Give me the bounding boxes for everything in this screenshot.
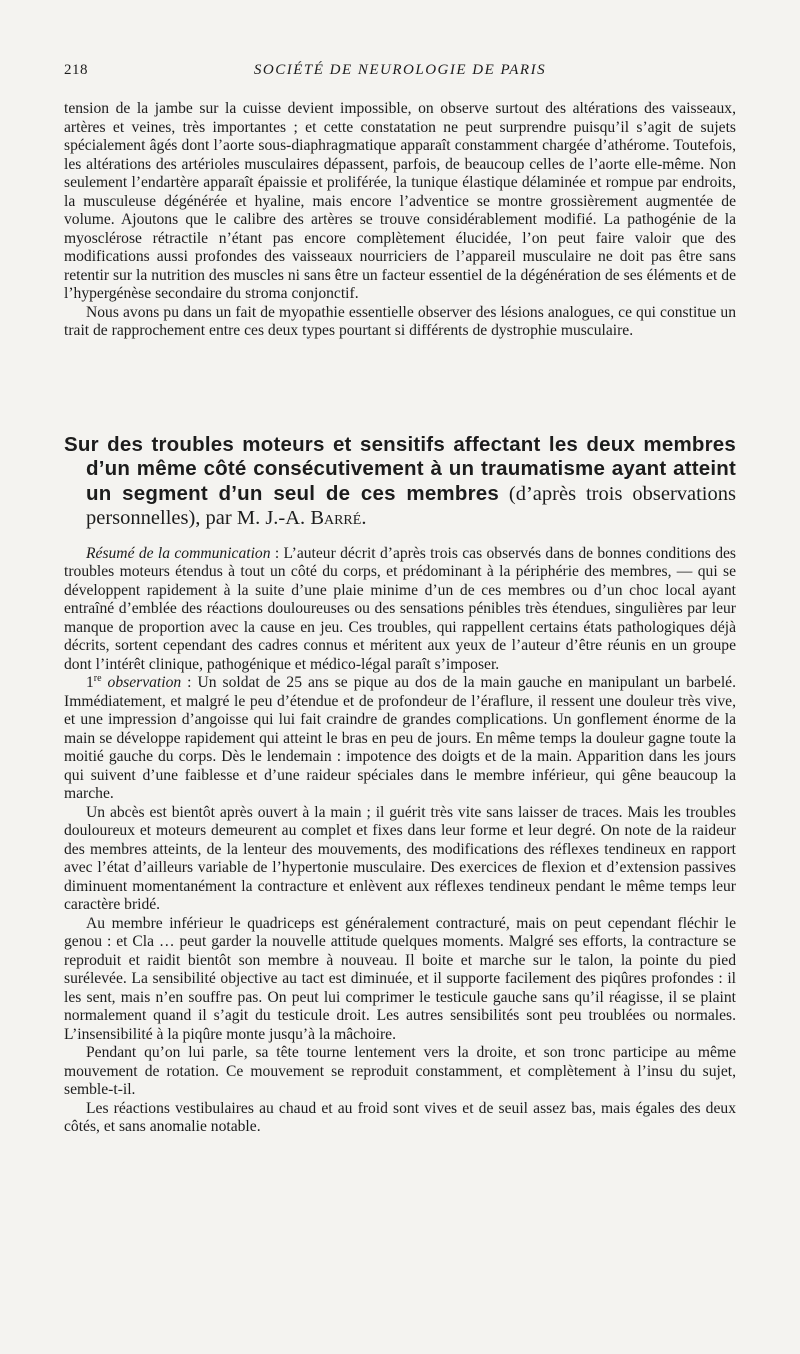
article-body (64, 545, 736, 1137)
observation-text: : Un soldat de 25 ans se pique au dos de la main gauche en manipulant un barbelé. Immédiatement, et malgré le peu d’étendue et de profondeur de l’éraflure, il ressent une douleur très vive, et une impression d’angoisse qui lui fait craindre de grandes complications. Un gonflement énorme de la main se développe rapidement qui atteint le bras en peu de jours. En même temps la douleur gagne toute la moitié gauche du corps. Dès le lendemain : impotence des doigts et de la main. Apparition dans les jours qui suivent d’une faiblesse et d’une raideur spéciales dans le membre inférieur, qui gêne beaucoup la marche. (64, 674, 736, 802)
continuation-paragraph: Nous avons pu dans un fait de myopathie essentielle observer des lésions analogues, ce qui constitue un trait de rapprochement entre ces deux types pourtant si différents de dystrophie musculaire. (64, 303, 736, 339)
observation-ordinal: re (93, 672, 102, 684)
continuation-paragraph: tension de la jambe sur la cuisse devient impossible, on observe surtout des altérations des vaisseaux, artères et veines, très importantes ; et cette constatation ne peut surprendre puisqu’il s’agit de sujets spécialement âgés dont l’aorte sous-diaphragmatique apparaît constamment chargée d’athérome. Toutefois, les altérations des artérioles musculaires dépassent, parfois, de beaucoup celles de l’aorte elle-même. Non seulement l’endartère apparaît épaissie et proliférée, la tunique élastique délaminée et rompue par endroits, la musculeuse dégénérée et hyaline, mais encore l’adventice se montre grossièrement augmentée de volume. Ajoutons que le calibre des artères se trouve considérablement modifié. La pathogénie de la myosclérose rétractile n’étant pas encore complètement élucidée, l’on peut faire valoir que des modifications aussi profondes des vaisseaux nourriciers de l’appareil musculaire ne doit pas être sans retentir sur la nutrition des muscles ni sans être un facteur essentiel de la dégénération de ses éléments et de l’hypergénèse secondaire du stroma conjonctif. (64, 100, 736, 302)
body-paragraph: Les réactions vestibulaires au chaud et au froid sont vives et de seuil assez bas, mais égales des deux côtés, et sans anomalie notable. (64, 1099, 736, 1135)
resume-text: : L’auteur décrit d’après trois cas observés dans de bonnes conditions des troubles moteurs étendus à tout un côté du corps, et prédominant à la périphérie des membres, — qui se développent rapidement à la suite d’une plaie minime d’un de ces membres ou d’un choc local ayant entraîné d’emblée des réactions douloureuses ou des sensations pénibles très étendues, singulières par leur manque de proportion avec la cause en jeu. Ces troubles, qui rappellent certains états pathologiques déjà décrits, sortent cependant des cadres connus et méritent aux yeux de l’auteur d’être réunis en un groupe dont l’intérêt clinique, pathogénique et médico-légal paraît s’imposer. (64, 544, 736, 673)
body-paragraph: Au membre inférieur le quadriceps est généralement contracturé, mais on peut cependant fléchir le genou : et Cla … peut garder la nouvelle attitude quelques moments. Malgré ses efforts, la contracture se reproduit et raidit bientôt son membre à nouveau. Il boite et marche sur le talon, la pointe du pied surélevée. La sensibilité objective au tact est diminuée, et il supporte facilement des piqûres profondes : il les sent, mais n’en souffre pas. On peut lui comprimer le testicule gauche sans qu’il réagisse, il se plaint normalement quand il s’agit du testicule droit. Les autres sensibilités sont peu troublées ou normales. L’insensibilité à la piqûre monte jusqu’à la mâchoire. (64, 914, 736, 1043)
resume-paragraph (64, 545, 736, 675)
article-title: Sur des troubles moteurs et sensitifs affectant les deux membres d’un même côté consécutivement à un traumatisme ayant atteint un segment d’un seul de ces membres (d’après trois observations personnelles), par M. J.-A. Barré. (64, 432, 736, 529)
article-title-subtitle: (d’après trois observations personnelles), par M. J.-A. (86, 482, 736, 529)
author-name: Barré (310, 507, 362, 529)
resume-label: Résumé de la communication (86, 544, 271, 562)
observation-number: 1 (86, 674, 94, 691)
observation-paragraph (64, 674, 736, 804)
page-header (64, 62, 736, 84)
body-paragraph: Pendant qu’on lui parle, sa tête tourne lentement vers la droite, et son tronc participe au même mouvement de rotation. Ce mouvement se reproduit constamment, et complètement à l’insu du sujet, semble-t-il. (64, 1044, 736, 1098)
article-title-main: Sur des troubles moteurs et sensitifs affectant les deux membres d’un même côté consécutivement à un traumatisme ayant atteint un segment d’un seul de ces membres (64, 432, 736, 505)
running-title: SOCIÉTÉ DE NEUROLOGIE DE PARIS (253, 62, 547, 78)
observation-label: observation (101, 674, 182, 691)
page-number: 218 (64, 62, 88, 78)
body-paragraph: Un abcès est bientôt après ouvert à la main ; il guérit très vite sans laisser de traces. Mais les troubles douloureux et moteurs demeurent au complet et fixes dans leur forme et leur degré. On note de la raideur des membres atteints, de la lenteur des mouvements, des modifications des réflexes tendineux en rapport avec l’état d’ailleurs variable de l’hypertonie musculaire. Des exercices de flexion et d’extension passives diminuent momentanément la contracture et enlèvent aux réflexes tendineux pendant le même temps leur caractère bridé. (64, 803, 736, 913)
previous-article-continuation (64, 100, 736, 341)
book-page (64, 62, 736, 1137)
